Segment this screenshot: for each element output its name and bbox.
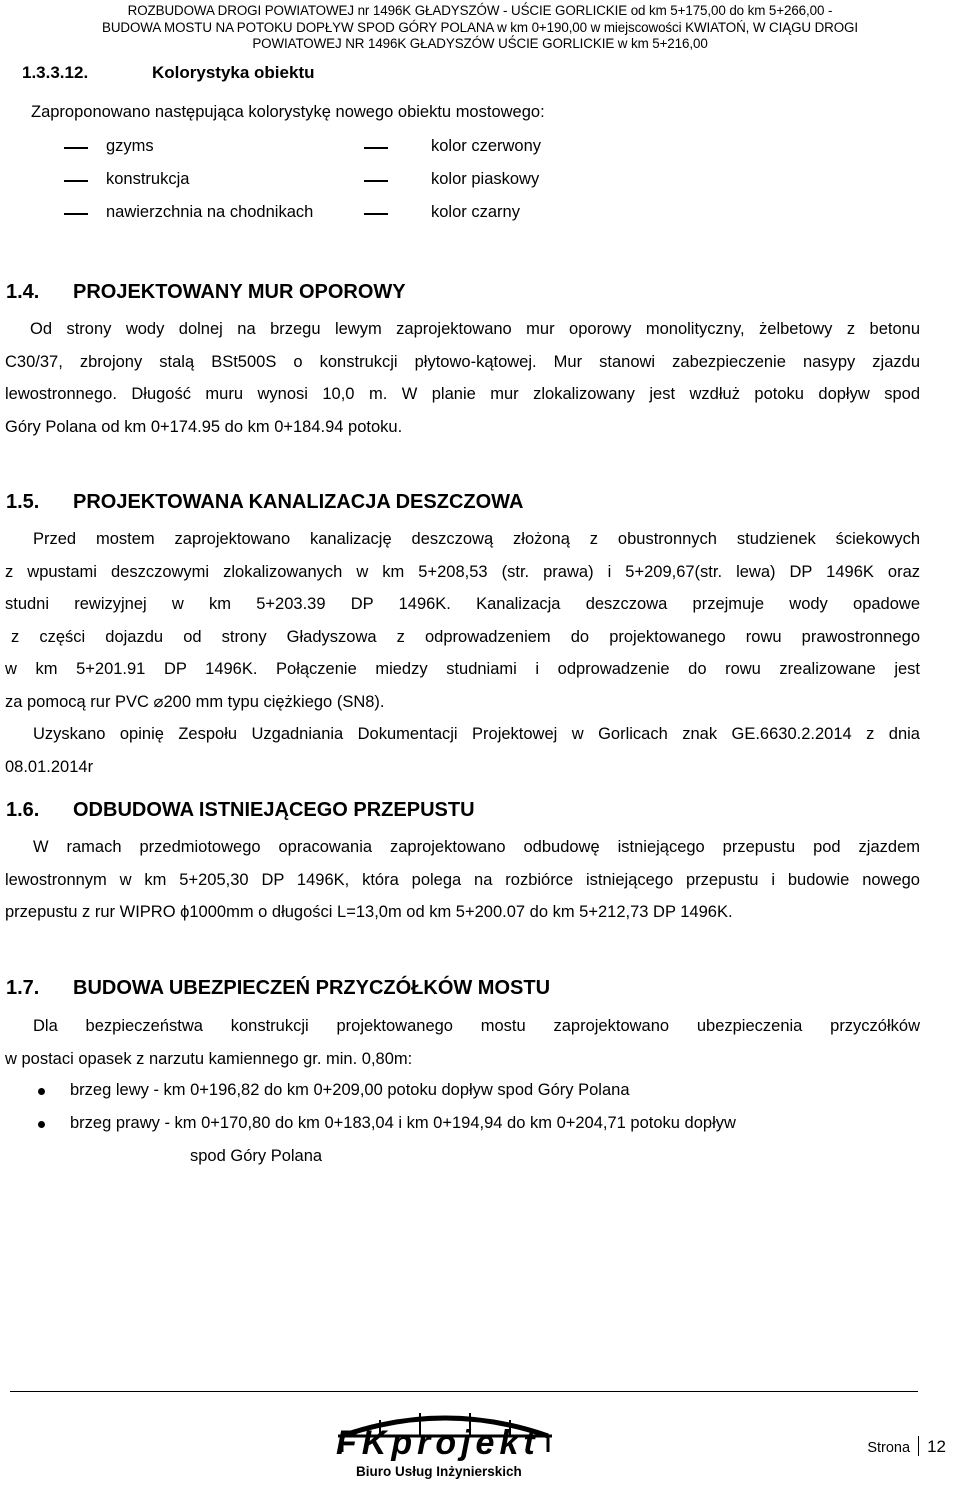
paragraph-line: lewostronnego. Długość muru wynosi 10,0 m. W planie mur zlokalizowany jest wzdłuż potoku dopływ spod (5, 385, 920, 403)
section-title-drainage: PROJEKTOWANA KANALIZACJA DESZCZOWA (73, 491, 524, 513)
retaining-wall-paragraph (5, 313, 920, 443)
running-header (0, 3, 960, 53)
section-number-drainage: 1.5. (6, 491, 40, 513)
header-line-1: ROZBUDOWA DROGI POWIATOWEJ nr 1496K GŁADYSZÓW - UŚCIE GORLICKIE od km 5+175,00 do km 5+266,00 - (127, 3, 833, 18)
section-number-abutments: 1.7. (6, 977, 40, 999)
color-item-value: kolor czarny (431, 203, 520, 221)
paragraph-line: C30/37, zbrojony stalą BSt500S o konstrukcji płytowo-kątowej. Mur stanowi zabezpieczenie nasypy zjazdu (5, 352, 920, 371)
section-number-colors: 1.3.3.12. (22, 63, 89, 82)
culvert-paragraph (5, 831, 920, 929)
paragraph-line: Dla bezpieczeństwa konstrukcji projektowanego mostu zaprojektowano ubezpieczenia przyczółków (33, 1017, 920, 1035)
bullet-icon (38, 1088, 45, 1095)
color-item-name: gzyms (106, 137, 154, 155)
colors-intro: Zaproponowano następująca kolorystykę nowego obiektu mostowego: (31, 103, 545, 121)
paragraph-line: studni rewizyjnej w km 5+203.39 DP 1496K. Kanalizacja deszczowa przejmuje wody opadowe (5, 595, 920, 613)
paragraph-line: Od strony wody dolnej na brzegu lewym zaprojektowano mur oporowy monolityczny, żelbetowy z betonu (30, 320, 920, 338)
bullet-icon (38, 1121, 45, 1128)
section-title-culvert: ODBUDOWA ISTNIEJĄCEGO PRZEPUSTU (73, 799, 475, 821)
logo-wordmark: FKprojekt (336, 1424, 540, 1462)
company-logo (330, 1392, 560, 1484)
page-separator (918, 1436, 919, 1456)
section-title-retaining-wall: PROJEKTOWANY MUR OPOROWY (73, 281, 406, 303)
dash-marker (64, 213, 88, 215)
paragraph-line: z części dojazdu od strony Gładyszowa z odprowadzeniem do projektowanego rowu prawostronnego (11, 627, 920, 646)
color-item-value: kolor piaskowy (431, 170, 540, 188)
paragraph-line: w postaci opasek z narzutu kamiennego gr. min. 0,80m: (5, 1049, 413, 1068)
bullet-item: brzeg lewy - km 0+196,82 do km 0+209,00 potoku dopływ spod Góry Polana (70, 1081, 630, 1099)
logo-subtitle: Biuro Usług Inżynierskich (356, 1464, 522, 1479)
dash-marker (64, 180, 88, 182)
section-number-culvert: 1.6. (6, 799, 40, 821)
page-label: Strona (867, 1440, 911, 1456)
header-line-2: BUDOWA MOSTU NA POTOKU DOPŁYW SPOD GÓRY POLANA w km 0+190,00 w miejscowości KWIATOŃ, W CIĄGU DROGI (102, 19, 858, 35)
dash-marker (64, 147, 88, 149)
paragraph-line: z wpustami deszczowymi zlokalizowanych w km 5+208,53 (str. prawa) i 5+209,67(str. lewa) DP 1496K oraz (5, 562, 920, 581)
dash-marker (364, 147, 388, 149)
section-title-abutments: BUDOWA UBEZPIECZEŃ PRZYCZÓŁKÓW MOSTU (73, 977, 551, 999)
paragraph-line: W ramach przedmiotowego opracowania zaprojektowano odbudowę istniejącego przepustu pod zjazdem (33, 838, 920, 856)
page-number: 12 (927, 1437, 946, 1456)
color-item-value: kolor czerwony (431, 137, 542, 155)
paragraph-line: 08.01.2014r (5, 757, 94, 776)
dash-marker (364, 213, 388, 215)
bullet-item: brzeg prawy - km 0+170,80 do km 0+183,04 i km 0+194,94 do km 0+204,71 potoku dopływ (70, 1114, 736, 1132)
paragraph-line: Góry Polana od km 0+174.95 do km 0+184.94 potoku. (5, 417, 403, 436)
paragraph-line: lewostronnym w km 5+205,30 DP 1496K, która polega na rozbiórce istniejącego przepustu i budowie nowego (5, 870, 920, 889)
abutments-paragraph (5, 1010, 920, 1075)
color-item-name: konstrukcja (106, 170, 190, 188)
paragraph-line: Uzyskano opinię Zespołu Uzgadniania Dokumentacji Projektowej w Gorlicach znak GE.6630.2.2014 z dnia (33, 725, 920, 743)
paragraph-line: w km 5+201.91 DP 1496K. Połączenie miedzy studniami i odprowadzenie do rowu zrealizowane jest (5, 660, 920, 678)
dash-marker (364, 180, 388, 182)
paragraph-line: za pomocą rur PVC ⌀200 mm typu ciężkiego (SN8). (5, 692, 385, 711)
color-item-name: nawierzchnia na chodnikach (106, 203, 314, 221)
page-number-box (867, 1436, 946, 1457)
drainage-paragraph (5, 523, 920, 783)
section-title-colors: Kolorystyka obiektu (152, 63, 315, 82)
header-line-3: POWIATOWEJ NR 1496K GŁADYSZÓW UŚCIE GORLICKIE w km 5+216,00 (252, 36, 708, 51)
bullet-item-continuation: spod Góry Polana (190, 1147, 323, 1165)
paragraph-line: przepustu z rur WIPRO ϕ1000mm o długości L=13,0m od km 5+200.07 do km 5+212,73 DP 1496K. (5, 903, 733, 921)
section-number-retaining-wall: 1.4. (6, 281, 40, 303)
paragraph-line: Przed mostem zaprojektowano kanalizację deszczową złożoną z obustronnych studzienek ściekowych (33, 530, 920, 548)
